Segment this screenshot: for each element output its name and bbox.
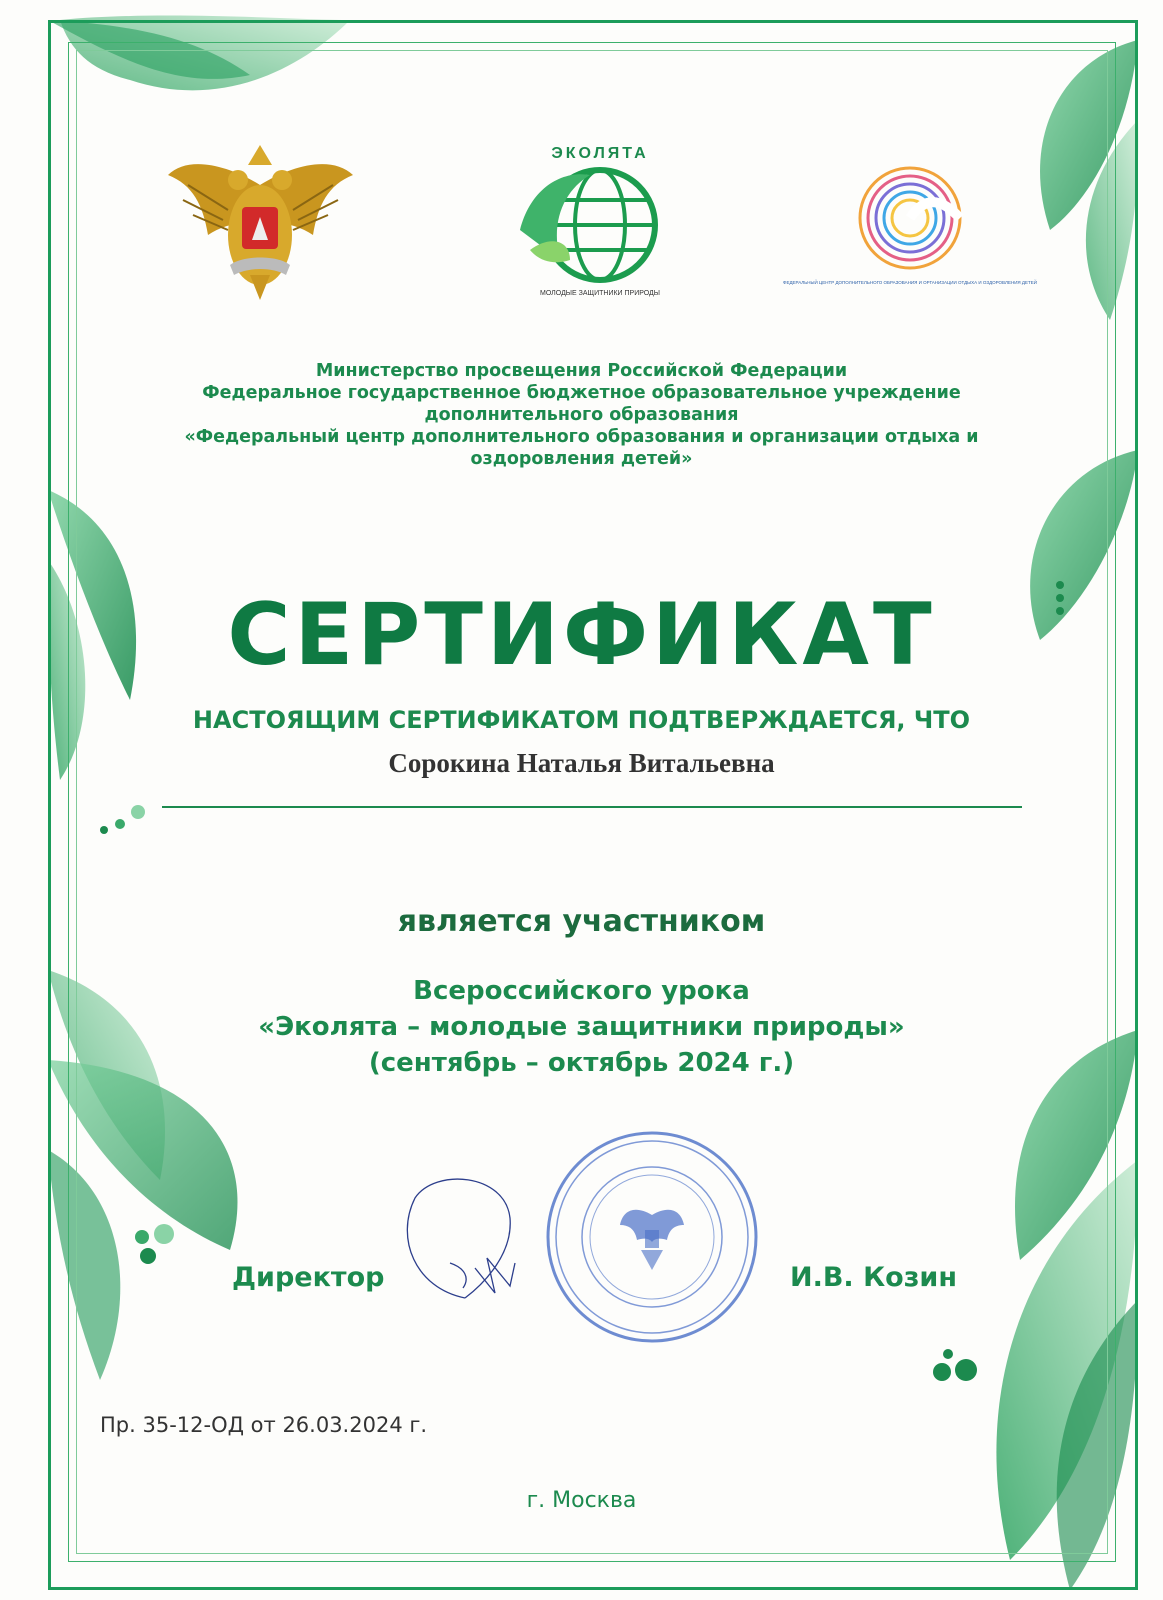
coat-of-arms-icon bbox=[168, 145, 353, 300]
signature-icon bbox=[395, 1168, 545, 1328]
confirm-text: НАСТОЯЩИМ СЕРТИФИКАТОМ ПОДТВЕРЖДАЕТСЯ, ЧТО bbox=[192, 706, 971, 734]
issuer-line-1: Министерство просвещения Российской Федерации bbox=[315, 361, 848, 381]
fcdo-logo-icon bbox=[783, 148, 1037, 288]
recipient-name: Сорокина Наталья Витальевна bbox=[388, 748, 775, 778]
issuer-line-2: Федеральное государственное бюджетное образовательное учреждение bbox=[202, 383, 961, 403]
signatory-role: Директор bbox=[232, 1262, 385, 1293]
issuer-block bbox=[0, 360, 1163, 470]
certificate-title: СЕРТИФИКАТ bbox=[227, 585, 936, 685]
event-line-3: (сентябрь – октябрь 2024 г.) bbox=[368, 1048, 795, 1078]
signatory-name: И.В. Козин bbox=[790, 1262, 957, 1293]
name-underline bbox=[162, 806, 1022, 808]
event-line-1: Всероссийского урока bbox=[413, 976, 750, 1006]
issuer-line-5: оздоровления детей» bbox=[470, 449, 693, 469]
fcdo-ring-text: ФЕДЕРАЛЬНЫЙ ЦЕНТР ДОПОЛНИТЕЛЬНОГО ОБРАЗОВАНИЯ И ОРГАНИЗАЦИИ ОТДЫХА И ОЗДОРОВЛЕНИЯ ДЕТЕЙ bbox=[783, 280, 1037, 285]
status-text: является участником bbox=[397, 904, 766, 939]
event-line-2: «Эколята – молодые защитники природы» bbox=[258, 1012, 905, 1042]
ecolyata-subtitle: МОЛОДЫЕ ЗАЩИТНИКИ ПРИРОДЫ bbox=[539, 290, 661, 297]
ecolyata-title: ЭКОЛЯТА bbox=[551, 145, 649, 162]
event-block bbox=[0, 973, 1163, 1081]
ecolyata-logo-icon bbox=[510, 140, 690, 300]
order-reference: Пр. 35-12-ОД от 26.03.2024 г. bbox=[100, 1413, 428, 1437]
issuer-line-3: дополнительного образования bbox=[424, 405, 739, 425]
official-stamp-icon bbox=[545, 1130, 760, 1345]
city: г. Москва bbox=[526, 1488, 637, 1513]
issuer-line-4: «Федеральный центр дополнительного образования и организации отдыха и bbox=[184, 427, 979, 447]
